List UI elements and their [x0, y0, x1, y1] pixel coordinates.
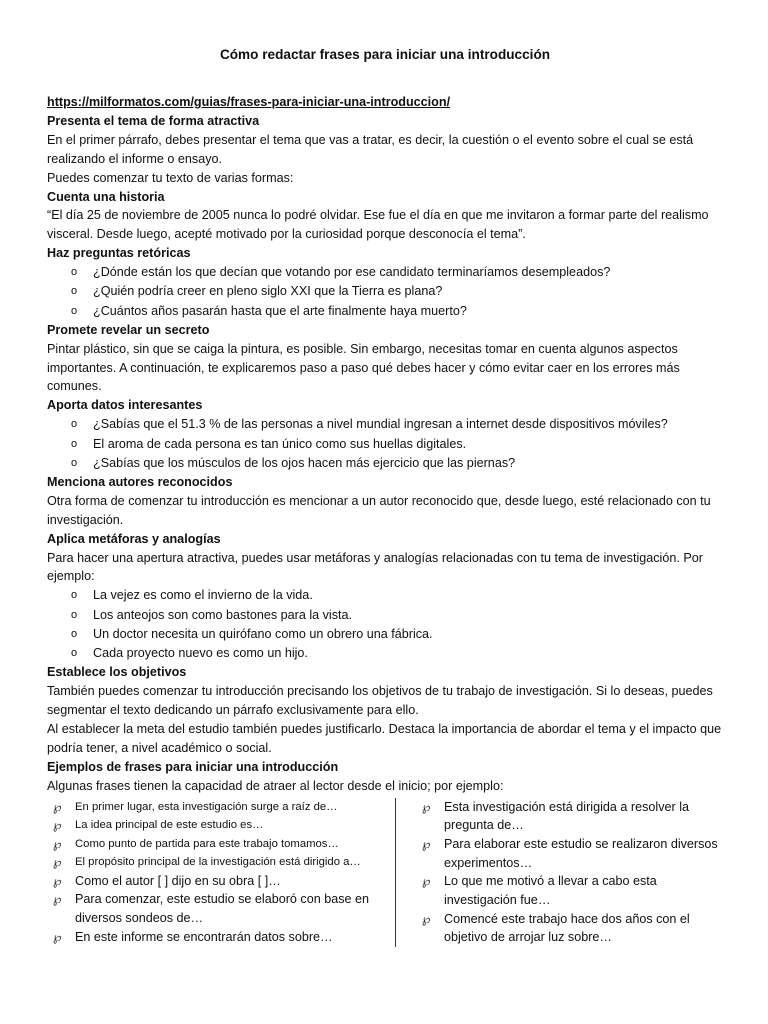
arrow-bullet-icon: ℘: [422, 799, 431, 814]
examples-left-column: [47, 798, 396, 948]
heading-presenta: Presenta el tema de forma atractiva: [47, 113, 260, 128]
circle-bullet-icon: o: [71, 437, 78, 450]
examples-right-column: [396, 798, 723, 948]
list-item: o Cada proyecto nuevo es como un hijo.: [71, 644, 723, 663]
arrow-bullet-icon: ℘: [422, 874, 431, 889]
heading-secreto: Promete revelar un secreto: [47, 322, 210, 337]
list-item: ℘ Para comenzar, este estudio se elaboró con base en diversos sondeos de…: [53, 892, 370, 926]
list-item: o ¿Sabías que los músculos de los ojos hacen más ejercicio que las piernas?: [71, 454, 723, 473]
list-item: ℘ Esta investigación está dirigida a resolver la pregunta de…: [422, 799, 690, 833]
list-item: ℘ La idea principal de este estudio es…: [47, 816, 385, 835]
list-metaforas: [47, 586, 723, 663]
arrow-bullet-icon: ℘: [53, 892, 62, 907]
paragraph-autores: Otra forma de comenzar tu introducción es mencionar a un autor reconocido que, desde luego, esté relacionado con tu investigación.: [47, 493, 711, 527]
examples-right-list: [416, 798, 723, 948]
heading-ejemplos: Ejemplos de frases para iniciar una introducción: [47, 759, 339, 774]
list-item: ℘ Como punto de partida para este trabajo tomamos…: [47, 835, 385, 854]
list-item: ℘ En este informe se encontrarán datos sobre…: [47, 928, 385, 947]
document-title: Cómo redactar frases para iniciar una introducción: [219, 47, 551, 62]
circle-bullet-icon: o: [71, 646, 78, 659]
list-item: ℘ Como el autor [ ] dijo en su obra [ ]…: [47, 872, 385, 891]
examples-left-small-list: [47, 798, 385, 872]
paragraph-ejemplos: Algunas frases tienen la capacidad de atraer al lector desde el inicio; por ejemplo:: [47, 778, 504, 793]
paragraph-presenta: En el primer párrafo, debes presentar el tema que vas a tratar, es decir, la cuestión o el evento sobre el cual se está realizando el informe o ensayo.: [47, 132, 694, 166]
circle-bullet-icon: o: [71, 456, 78, 469]
list-item: o Los anteojos son como bastones para la vista.: [71, 606, 723, 625]
paragraph-formas: Puedes comenzar tu texto de varias formas:: [47, 170, 294, 185]
list-item: o Un doctor necesita un quirófano como un obrero una fábrica.: [71, 625, 723, 644]
paragraph-historia: “El día 25 de noviembre de 2005 nunca lo podré olvidar. Ese fue el día en que me invitaron a formar parte del realismo visceral. Desde luego, acepté motivado por la curiosidad porque desconocía el tema”.: [47, 208, 709, 242]
arrow-bullet-icon: ℘: [53, 929, 62, 944]
heading-historia: Cuenta una historia: [47, 189, 165, 204]
list-item: o ¿Sabías que el 51.3 % de las personas a nivel mundial ingresan a internet desde dispositivos móviles?: [71, 415, 723, 434]
paragraph-objetivos: También puedes comenzar tu introducción precisando los objetivos de tu trabajo de investigación. Si lo deseas, puedes segmentar el texto dedicando un párrafo exclusivamente para ello.: [47, 684, 713, 717]
list-item: o La vejez es como el invierno de la vida.: [71, 586, 723, 605]
heading-datos: Aporta datos interesantes: [47, 398, 203, 413]
list-item: o El aroma de cada persona es tan único como sus huellas digitales.: [71, 435, 723, 454]
circle-bullet-icon: o: [71, 627, 78, 640]
arrow-bullet-icon: ℘: [53, 799, 62, 814]
examples-left-list: [47, 872, 385, 946]
circle-bullet-icon: o: [71, 285, 78, 298]
arrow-bullet-icon: ℘: [53, 873, 62, 888]
circle-bullet-icon: o: [71, 608, 78, 621]
list-datos: [47, 415, 723, 473]
list-item: ℘ Lo que me motivó a llevar a cabo esta investigación fue…: [422, 874, 657, 908]
list-item: o ¿Quién podría creer en pleno siglo XXI que la Tierra es plana?: [71, 282, 723, 301]
arrow-bullet-icon: ℘: [53, 855, 62, 870]
source-link[interactable]: https://milformatos.com/guias/frases-para-iniciar-una-introduccion/: [47, 95, 451, 109]
heading-metaforas: Aplica metáforas y analogías: [47, 531, 221, 546]
list-item: ℘ El propósito principal de la investigación está dirigido a…: [47, 853, 385, 872]
paragraph-metaforas: Para hacer una apertura atractiva, puedes usar metáforas y analogías relacionadas con tu tema de investigación. Por ejemplo:: [47, 550, 703, 584]
heading-objetivos: Establece los objetivos: [47, 665, 187, 680]
list-item: o ¿Dónde están los que decían que votando por ese candidato terminaríamos desempleados?: [71, 263, 723, 282]
paragraph-meta: Al establecer la meta del estudio también puedes justificarlo. Destaca la importancia de abordar el tema y el impacto que podría tener, a nivel académico o social.: [47, 721, 722, 755]
list-item: ℘ En primer lugar, esta investigación surge a raíz de…: [47, 798, 385, 817]
list-item: o ¿Cuántos años pasarán hasta que el arte finalmente haya muerto?: [71, 302, 723, 321]
heading-preguntas: Haz preguntas retóricas: [47, 246, 191, 261]
list-preguntas: [47, 263, 723, 321]
circle-bullet-icon: o: [71, 589, 78, 602]
paragraph-secreto: Pintar plástico, sin que se caiga la pintura, es posible. Sin embargo, necesitas tomar en cuenta algunos aspectos importantes. A continuación, te explicaremos paso a paso qué debes hacer y cómo evitar caer en los errores más comunes.: [47, 341, 680, 394]
arrow-bullet-icon: ℘: [422, 836, 431, 851]
arrow-bullet-icon: ℘: [53, 818, 62, 833]
list-item: ℘ Comencé este trabajo hace dos años con el objetivo de arrojar luz sobre…: [422, 911, 690, 945]
examples-columns: [47, 798, 723, 948]
arrow-bullet-icon: ℘: [53, 836, 62, 851]
heading-autores: Menciona autores reconocidos: [47, 474, 233, 489]
circle-bullet-icon: o: [71, 304, 78, 317]
arrow-bullet-icon: ℘: [422, 911, 431, 926]
list-item: ℘ Para elaborar este estudio se realizaron diversos experimentos…: [422, 836, 718, 870]
circle-bullet-icon: o: [71, 418, 78, 431]
circle-bullet-icon: o: [71, 266, 78, 279]
